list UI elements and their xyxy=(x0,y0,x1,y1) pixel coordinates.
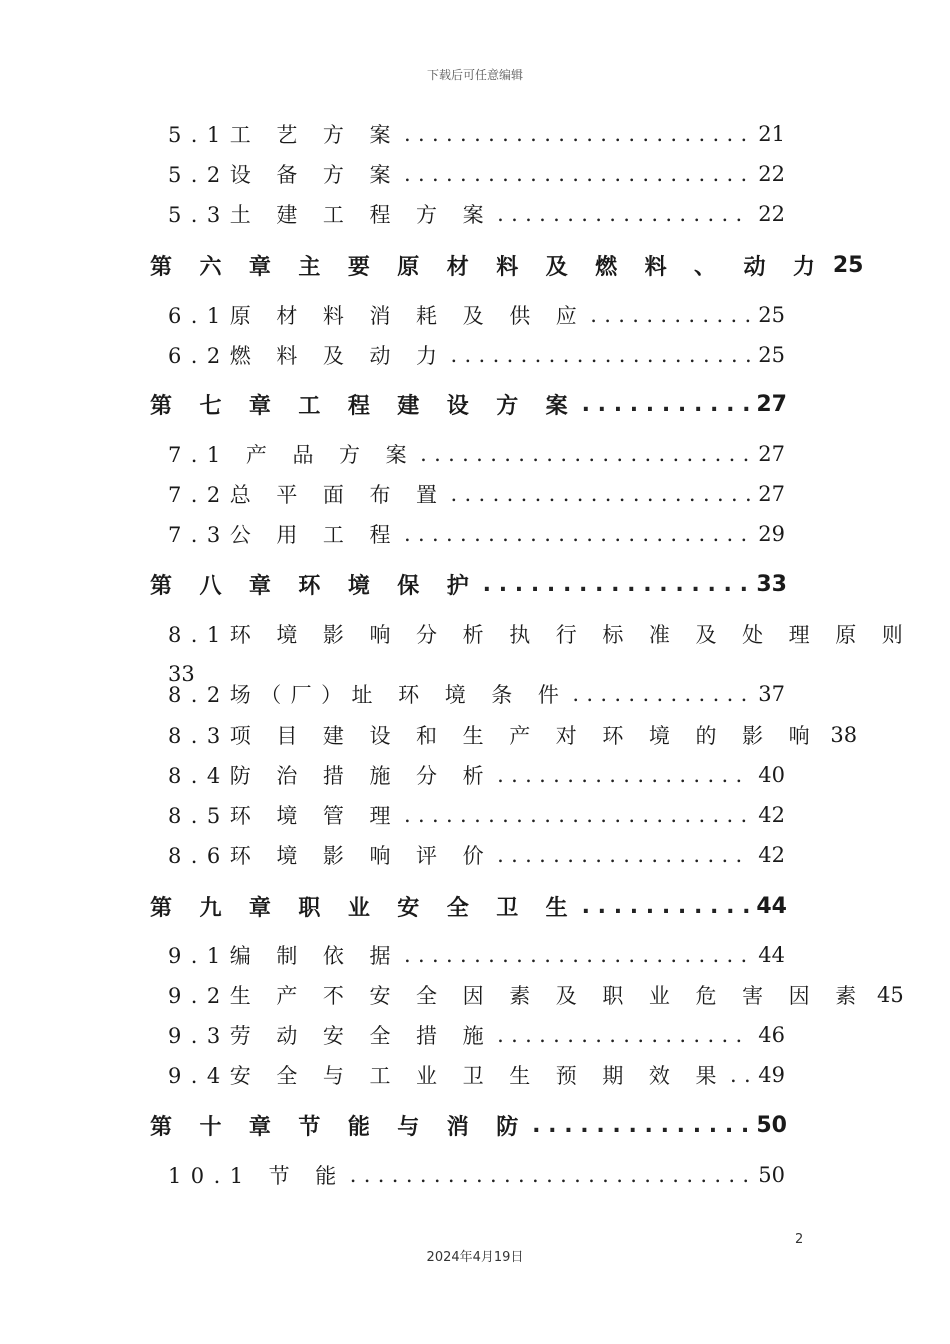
toc-leader-dots xyxy=(590,303,751,327)
toc-entry-title: 7.1 产 品 方 案 xyxy=(168,443,417,467)
toc-entry-title: 10.1 节 能 xyxy=(168,1164,346,1188)
toc-entry-page: 38 xyxy=(830,723,858,747)
toc-entry-page: 33 xyxy=(168,662,195,686)
toc-entry[interactable] xyxy=(168,116,785,152)
footer-date: 2024年4月19日 xyxy=(426,1250,524,1265)
toc-chapter-title: 第 八 章 环 境 保 护 xyxy=(150,573,479,599)
toc-leader-dots xyxy=(451,482,752,506)
toc-entry-title: 9.1编 制 依 据 xyxy=(168,944,400,968)
toc-leader-dots xyxy=(451,343,752,367)
toc-leader-dots xyxy=(404,122,751,146)
toc-entry-page: 25 xyxy=(758,303,785,327)
toc-entry-page: 33 xyxy=(756,571,787,597)
toc-leader-dots xyxy=(483,572,753,597)
toc-entry[interactable] xyxy=(168,757,785,793)
toc-entry-page: 22 xyxy=(758,202,785,226)
toc-entry[interactable] xyxy=(168,1057,785,1093)
toc-entry[interactable] xyxy=(168,837,785,873)
toc-leader-dots xyxy=(582,392,753,417)
toc-leader-dots xyxy=(497,843,751,867)
toc-entry[interactable] xyxy=(168,476,785,512)
toc-entry-title: 9.4安 全 与 工 业 卫 生 预 期 效 果 xyxy=(168,1064,726,1088)
toc-leader-dots xyxy=(404,803,751,827)
toc-chapter-title: 第 九 章 职 业 安 全 卫 生 xyxy=(150,895,578,921)
toc-entry[interactable] xyxy=(168,616,913,652)
toc-entry-page: 42 xyxy=(758,803,785,827)
toc-entry-page: 22 xyxy=(758,162,785,186)
toc-entry-title: 8.3项 目 建 设 和 生 产 对 环 境 的 影 响 xyxy=(168,724,820,748)
toc-entry-title: 8.1环 境 影 响 分 析 执 行 标 准 及 处 理 原 则 xyxy=(168,623,913,647)
toc-entry-page: 25 xyxy=(832,252,864,278)
toc-entry-page: 29 xyxy=(758,522,785,546)
toc-entry[interactable] xyxy=(168,1157,785,1193)
toc-leader-dots xyxy=(420,442,751,466)
toc-chapter-entry[interactable] xyxy=(150,888,787,924)
toc-chapter-title: 第 六 章 主 要 原 材 料 及 燃 料 、 动 力 xyxy=(150,254,825,280)
toc-entry[interactable] xyxy=(168,436,785,472)
toc-leader-dots xyxy=(497,763,751,787)
toc-entry-title: 5.3土 建 工 程 方 案 xyxy=(168,203,494,227)
toc-leader-dots xyxy=(582,894,753,919)
toc-entry[interactable] xyxy=(168,196,785,232)
toc-entry-page: 27 xyxy=(758,442,785,466)
toc-entry-page: 44 xyxy=(758,943,785,967)
toc-chapter-entry[interactable] xyxy=(150,1107,787,1143)
toc-entry[interactable] xyxy=(168,516,785,552)
toc-entry-page: 46 xyxy=(758,1023,785,1047)
toc-entry-page: 45 xyxy=(876,983,904,1007)
toc-leader-dots xyxy=(404,943,751,967)
toc-entry-page: 49 xyxy=(758,1063,785,1087)
page-number: 2 xyxy=(795,1232,804,1247)
toc-entry-title: 9.2生 产 不 安 全 因 素 及 职 业 危 害 因 素 xyxy=(168,984,866,1008)
toc-entry-page: 50 xyxy=(758,1163,785,1187)
toc-chapter-entry[interactable] xyxy=(150,566,787,602)
toc-entry-title: 7.3公 用 工 程 xyxy=(168,523,400,547)
toc-entry-title: 9.3劳 动 安 全 措 施 xyxy=(168,1024,494,1048)
toc-entry[interactable] xyxy=(168,1017,785,1053)
toc-entry[interactable] xyxy=(168,717,858,753)
toc-chapter-entry[interactable] xyxy=(150,247,864,283)
toc-chapter-title: 第 十 章 节 能 与 消 防 xyxy=(150,1114,529,1140)
toc-entry-title: 6.2燃 料 及 动 力 xyxy=(168,344,447,368)
toc-leader-dots xyxy=(497,202,751,226)
toc-entry[interactable] xyxy=(168,156,785,192)
toc-entry-title: 8.2场（厂）址 环 境 条 件 xyxy=(168,683,569,707)
toc-entry-page: 25 xyxy=(758,343,785,367)
toc-leader-dots xyxy=(497,1023,751,1047)
toc-entry-title: 8.4防 治 措 施 分 析 xyxy=(168,764,494,788)
toc-leader-dots xyxy=(404,522,751,546)
toc-leader-dots xyxy=(350,1163,751,1187)
toc-entry[interactable] xyxy=(168,977,904,1013)
toc-leader-dots xyxy=(532,1113,752,1138)
toc-leader-dots xyxy=(404,162,751,186)
toc-entry[interactable] xyxy=(168,337,785,373)
toc-entry-page: 37 xyxy=(758,682,785,706)
toc-entry-title: 6.1原 材 料 消 耗 及 供 应 xyxy=(168,304,587,328)
toc-entry-title: 8.6环 境 影 响 评 价 xyxy=(168,844,494,868)
toc-entry[interactable] xyxy=(168,297,785,333)
toc-entry-page: 42 xyxy=(758,843,785,867)
toc-entry-page: 27 xyxy=(756,391,787,417)
toc-entry[interactable] xyxy=(168,937,785,973)
toc-entry-title: 5.1工 艺 方 案 xyxy=(168,123,400,147)
page-header: 下载后可任意编辑 xyxy=(426,68,523,82)
toc-chapter-entry[interactable] xyxy=(150,386,787,422)
toc-entry[interactable] xyxy=(168,676,785,712)
toc-leader-dots xyxy=(572,682,751,706)
toc-chapter-title: 第 七 章 工 程 建 设 方 案 xyxy=(150,393,578,419)
toc-entry-title: 5.2设 备 方 案 xyxy=(168,163,400,187)
toc-entry-title: 8.5环 境 管 理 xyxy=(168,804,400,828)
toc-entry-page: 27 xyxy=(758,482,785,506)
toc-entry-page: 44 xyxy=(756,893,787,919)
toc-entry[interactable] xyxy=(168,797,785,833)
toc-entry-title: 7.2总 平 面 布 置 xyxy=(168,483,447,507)
toc-leader-dots xyxy=(730,1063,751,1087)
toc-entry-page: 40 xyxy=(758,763,785,787)
toc-entry-page: 21 xyxy=(758,122,785,146)
toc-entry-page: 50 xyxy=(756,1112,787,1138)
